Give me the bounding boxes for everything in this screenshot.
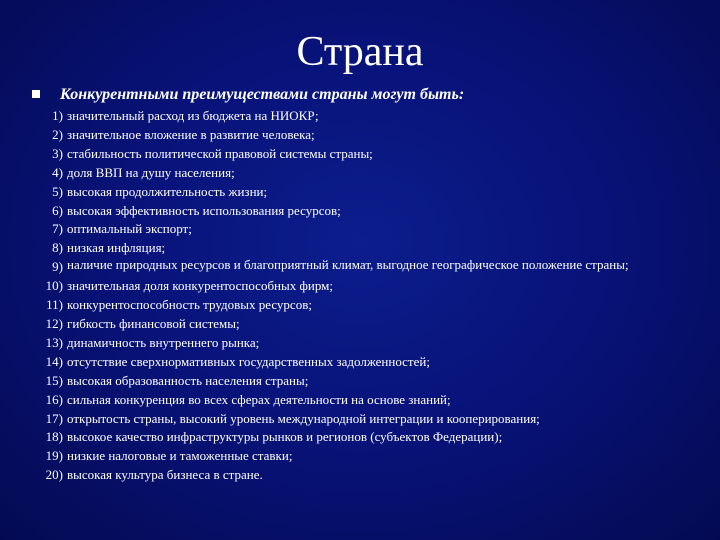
- item-number: 4): [52, 164, 63, 180]
- item-text: наличие природных ресурсов и благоприятный климат, выгодное географическое положение страны;: [67, 257, 629, 273]
- slide-title: Страна: [296, 29, 424, 75]
- item-number: 14): [45, 353, 63, 369]
- item-number: 20): [45, 467, 63, 483]
- list-item: [44, 296, 694, 315]
- list-item: [44, 315, 694, 334]
- list-item: [44, 239, 694, 258]
- item-text: оптимальный экспорт;: [67, 221, 192, 237]
- list-item: [44, 126, 694, 145]
- item-text: отсутствие сверхнормативных государственных задолженностей;: [67, 353, 430, 369]
- item-number: 1): [52, 108, 63, 123]
- item-number: 10): [45, 278, 63, 294]
- list-item: [44, 334, 694, 353]
- item-text: высокая эффективность использования ресурсов;: [67, 202, 341, 218]
- list-heading: Конкурентными преимуществами страны могут быть:: [60, 86, 465, 103]
- item-text: конкурентоспособность трудовых ресурсов;: [67, 297, 312, 313]
- list-item: [44, 258, 694, 277]
- item-text: значительный расход из бюджета на НИОКР;: [67, 108, 319, 123]
- item-text: стабильность политической правовой системы страны;: [67, 145, 373, 161]
- item-number: 19): [45, 448, 63, 464]
- item-text: высокая культура бизнеса в стране.: [67, 467, 263, 483]
- item-number: 8): [52, 240, 63, 256]
- item-number: 16): [45, 391, 63, 407]
- heading-row: [32, 84, 692, 106]
- item-text: сильная конкуренция во всех сферах деятельности на основе знаний;: [67, 391, 451, 407]
- list-item: [44, 353, 694, 372]
- item-number: 11): [46, 297, 63, 313]
- list-item: [44, 391, 694, 410]
- list-item: [44, 410, 694, 429]
- item-number: 9): [52, 259, 63, 275]
- item-number: 18): [45, 429, 63, 445]
- item-number: 3): [52, 145, 63, 161]
- item-text: открытость страны, высокий уровень международной интеграции и кооперирования;: [67, 410, 540, 426]
- item-number: 5): [52, 183, 63, 199]
- list-item: [44, 466, 694, 485]
- item-number: 17): [45, 410, 63, 426]
- item-number: 2): [52, 126, 63, 142]
- item-number: 13): [45, 334, 63, 350]
- item-text: низкие налоговые и таможенные ставки;: [67, 448, 293, 464]
- square-bullet-icon: [32, 90, 40, 98]
- item-text: высокая образованность населения страны;: [67, 372, 309, 388]
- item-number: 7): [52, 221, 63, 237]
- list-item: [44, 220, 694, 239]
- item-text: значительное вложение в развитие человека;: [67, 126, 315, 142]
- advantages-list: [44, 107, 694, 485]
- item-number: 6): [52, 202, 63, 218]
- list-item: [44, 372, 694, 391]
- item-number: 12): [45, 315, 63, 331]
- list-item: [44, 164, 694, 183]
- item-text: высокая продолжительность жизни;: [67, 183, 268, 199]
- item-text: доля ВВП на душу населения;: [67, 164, 235, 180]
- list-item: [44, 447, 694, 466]
- list-item: [44, 107, 694, 126]
- list-item: [44, 183, 694, 202]
- list-item: [44, 277, 694, 296]
- list-item: [44, 145, 694, 164]
- item-text: высокое качество инфраструктуры рынков и регионов (субъектов Федерации);: [67, 429, 503, 445]
- list-item: [44, 428, 694, 447]
- item-text: динамичность внутреннего рынка;: [67, 334, 260, 350]
- item-text: гибкость финансовой системы;: [67, 315, 240, 331]
- list-item: [44, 202, 694, 221]
- item-text: низкая инфляция;: [67, 240, 166, 256]
- item-text: значительная доля конкурентоспособных фирм;: [67, 278, 334, 294]
- item-number: 15): [45, 372, 63, 388]
